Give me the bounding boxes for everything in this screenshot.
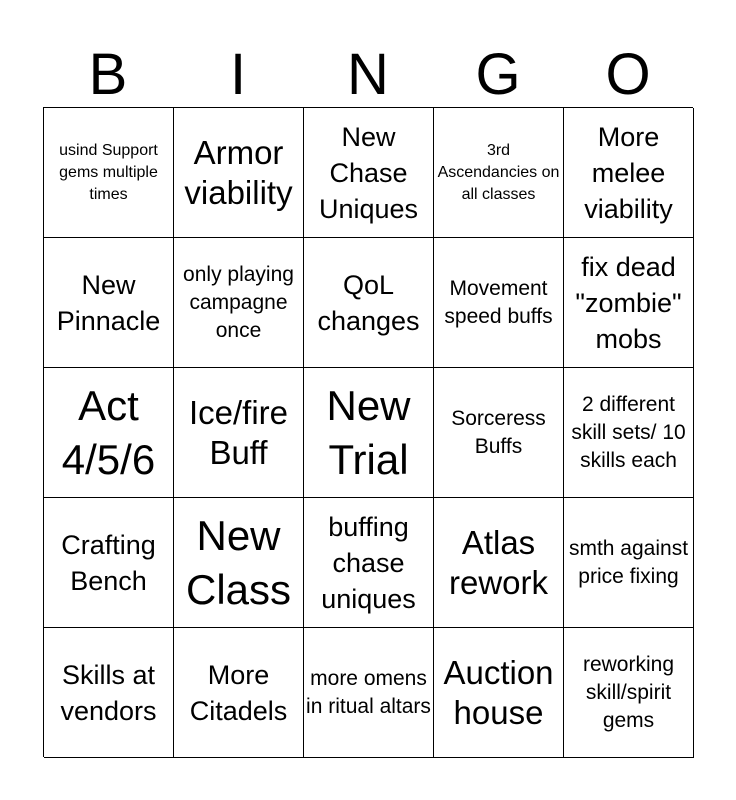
bingo-cell-r3-c3[interactable] — [304, 368, 434, 498]
header-letter-i: I — [229, 42, 247, 107]
bingo-cell-text: Act 4/5/6 — [61, 381, 156, 483]
bingo-cell-text: buffing chase uniques — [321, 511, 416, 614]
header-letter-n: N — [347, 42, 389, 107]
bingo-cell-text: Armor viability — [184, 133, 293, 211]
bingo-cell-text: New Chase Uniques — [318, 121, 419, 224]
bingo-cell-text: more omens in ritual altars — [306, 666, 431, 718]
bingo-cell-r1-c2[interactable] — [174, 108, 304, 238]
bingo-cell-text: 3rd Ascendancies on all classes — [437, 141, 560, 203]
bingo-cell-text: QoL changes — [317, 269, 420, 336]
bingo-cell-r5-c2[interactable] — [174, 628, 304, 758]
bingo-cell-text: smth against price fixing — [568, 536, 689, 588]
bingo-cell-r2-c2[interactable] — [174, 238, 304, 368]
bingo-cell-r4-c3[interactable] — [304, 498, 434, 628]
bingo-cell-text: More melee viability — [584, 121, 673, 224]
bingo-cell-r5-c1[interactable] — [44, 628, 174, 758]
bingo-cell-text: More Citadels — [189, 659, 288, 726]
bingo-cell-r1-c5[interactable] — [564, 108, 694, 238]
bingo-cell-text: Crafting Bench — [61, 529, 156, 596]
bingo-cell-text: Sorceress Buffs — [451, 406, 546, 458]
bingo-cell-r3-c4[interactable] — [434, 368, 564, 498]
bingo-cell-text: Auction house — [443, 653, 554, 731]
bingo-cell-r3-c5[interactable] — [564, 368, 694, 498]
bingo-cell-r2-c3[interactable] — [304, 238, 434, 368]
bingo-cell-text: reworking skill/spirit gems — [582, 652, 675, 732]
bingo-cell-text: Atlas rework — [448, 523, 549, 601]
bingo-cell-r5-c4[interactable] — [434, 628, 564, 758]
header-letter-b: B — [88, 42, 128, 107]
bingo-cell-r4-c1[interactable] — [44, 498, 174, 628]
bingo-cell-r4-c2[interactable] — [174, 498, 304, 628]
bingo-cell-r3-c2[interactable] — [174, 368, 304, 498]
bingo-cell-r1-c3[interactable] — [304, 108, 434, 238]
bingo-cell-r5-c3[interactable] — [304, 628, 434, 758]
bingo-header — [43, 42, 693, 108]
bingo-cell-r5-c5[interactable] — [564, 628, 694, 758]
bingo-cell-text: New Trial — [326, 381, 411, 483]
bingo-board — [43, 107, 693, 757]
bingo-cell-r4-c5[interactable] — [564, 498, 694, 628]
bingo-cell-r1-c4[interactable] — [434, 108, 564, 238]
bingo-cell-r3-c1[interactable] — [44, 368, 174, 498]
bingo-cell-r2-c5[interactable] — [564, 238, 694, 368]
bingo-cell-r4-c4[interactable] — [434, 498, 564, 628]
bingo-cell-text: 2 different skill sets/ 10 skills each — [571, 392, 686, 472]
header-letter-g: G — [475, 42, 521, 107]
bingo-cell-text: Ice/fire Buff — [188, 393, 289, 471]
header-letter-o: O — [605, 42, 651, 107]
bingo-cell-r2-c4[interactable] — [434, 238, 564, 368]
bingo-cell-text: Skills at vendors — [60, 659, 157, 726]
bingo-cell-r1-c1[interactable] — [44, 108, 174, 238]
bingo-cell-text: usind Support gems multiple times — [59, 141, 158, 203]
bingo-cell-text: Movement speed buffs — [444, 276, 553, 328]
bingo-cell-text: New Class — [185, 511, 292, 613]
bingo-cell-text: only playing campagne once — [183, 262, 294, 342]
bingo-cell-text: New Pinnacle — [56, 269, 161, 336]
bingo-cell-text: fix dead "zombie" mobs — [575, 251, 682, 354]
bingo-cell-r2-c1[interactable] — [44, 238, 174, 368]
